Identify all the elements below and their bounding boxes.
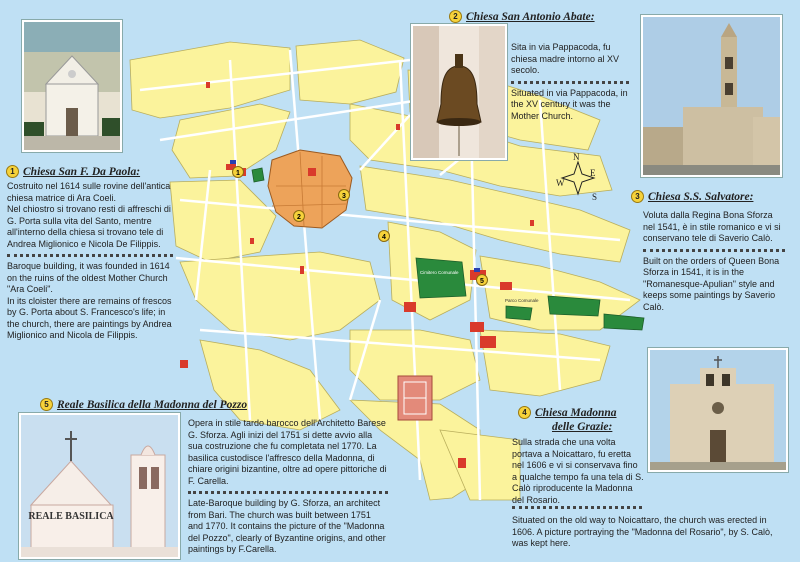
svg-text:4: 4 bbox=[382, 234, 386, 241]
site4-title-line2: delle Grazie: bbox=[552, 421, 613, 433]
site5-title: 5 Reale Basilica della Madonna del Pozzo bbox=[40, 398, 247, 411]
map-marker[interactable] bbox=[379, 231, 390, 242]
site2-en-1: Situated in via Pappacoda, in the XV century it was the Mother Church. bbox=[511, 87, 628, 121]
park-label: Parco Comunale bbox=[505, 298, 539, 303]
site5-en-1: Late-Baroque building by G. Sforza, an architect from Bari. The church was built between 1751 and 1770. It contains the picture of the "Madonna del Pozzo", clearly of Byzantine origins, and other paintings by F.Carella. bbox=[188, 498, 386, 554]
site2-title: 2 Chiesa San Antonio Abate: bbox=[449, 10, 595, 23]
compass-n: N bbox=[573, 152, 580, 162]
site5-it-1: Opera in stile tardo barocco dell'Architetto Barese G. Sforza. Agli inizi del 1751 si dette avvio alla sua costruzione che fu completata nel 1770. La basilica custodisce l'affresco della Madonna, di chiare origini bizantine, oltre ad opere pittoriche di F. Carella. bbox=[188, 418, 387, 486]
map-marker[interactable] bbox=[294, 211, 305, 222]
map-marker[interactable] bbox=[477, 275, 488, 286]
site2-text bbox=[511, 42, 629, 122]
site1-text bbox=[7, 181, 173, 342]
svg-text:2: 2 bbox=[297, 214, 301, 221]
site2-it-1: Sita in via Pappacoda, fu chiesa madre intorno al XV secolo. bbox=[511, 42, 620, 75]
site3-text bbox=[643, 210, 785, 313]
compass-e: E bbox=[590, 168, 596, 178]
photo-ss-salvatore bbox=[641, 15, 782, 177]
site1-it-2: Nel chiostro si trovano resti di affreschi di G. Porta sulla vita del Santo, mentre all'interno della chiesa si trovano tele di Andrea Miglionico e Nicola De Filippis. bbox=[7, 204, 171, 249]
site1-en-1: Baroque building, it was founded in 1614 on the ruins of the oldest Mother Church "Ara Coeli". bbox=[7, 261, 170, 294]
basilica-caption: REALE BASILICA bbox=[28, 511, 114, 522]
compass-s: S bbox=[592, 192, 598, 202]
photo-madonna-grazie bbox=[648, 348, 788, 472]
map-marker[interactable] bbox=[339, 190, 350, 201]
cemetery-label: Cimitero Comunale bbox=[420, 270, 459, 275]
site3-it-1: Voluta dalla Regina Bona Sforza nel 1541, è in stile romanico e vi si conservano tele di Saverio Calò. bbox=[643, 210, 781, 243]
site4-title: 4 Chiesa Madonna bbox=[518, 406, 616, 419]
svg-text:5: 5 bbox=[480, 278, 484, 285]
map-marker[interactable] bbox=[233, 167, 244, 178]
compass-w: W bbox=[556, 178, 565, 188]
site1-title: 1 Chiesa San F. Da Paola: bbox=[6, 165, 140, 178]
site4-divider bbox=[512, 506, 642, 509]
site3-title: 3 Chiesa S.S. Salvatore: bbox=[631, 190, 753, 203]
site1-en-2: In its cloister there are remains of frescos by G. Porta about S. Francesco's life; in the church, there are paintings by Andrea Miglionico and Nicola de Filippis. bbox=[7, 295, 172, 340]
svg-text:1: 1 bbox=[236, 170, 240, 177]
photo-basilica bbox=[19, 413, 180, 559]
svg-text:3: 3 bbox=[342, 193, 346, 200]
site4-text-en bbox=[512, 515, 788, 550]
site5-text bbox=[188, 418, 388, 556]
site3-en-1: Built on the orders of Queen Bona Sforza in 1541, it is in the "Romanesque-Apulian" style and keeps some paintings by Saverio Calò. bbox=[643, 255, 780, 312]
site4-it-1: Sulla strada che una volta portava a Noicattaro, fu eretta nel 1606 e vi si conservava fino a qualche tempo fa una tela di S. Calò riproducente la Madonna del Rosario. bbox=[512, 437, 644, 505]
site4-text-it bbox=[512, 437, 644, 506]
photo-san-francesco bbox=[22, 20, 122, 152]
site1-it-1: Costruito nel 1614 sulle rovine dell'antica chiesa matrice di Ara Coeli. bbox=[7, 181, 171, 203]
photo-bell bbox=[411, 24, 507, 160]
site4-en-1: Situated on the old way to Noicattaro, the church was erected in 1606. A picture portraying the "Madonna del Rosario", by S. Calò, was kept here. bbox=[512, 515, 773, 548]
